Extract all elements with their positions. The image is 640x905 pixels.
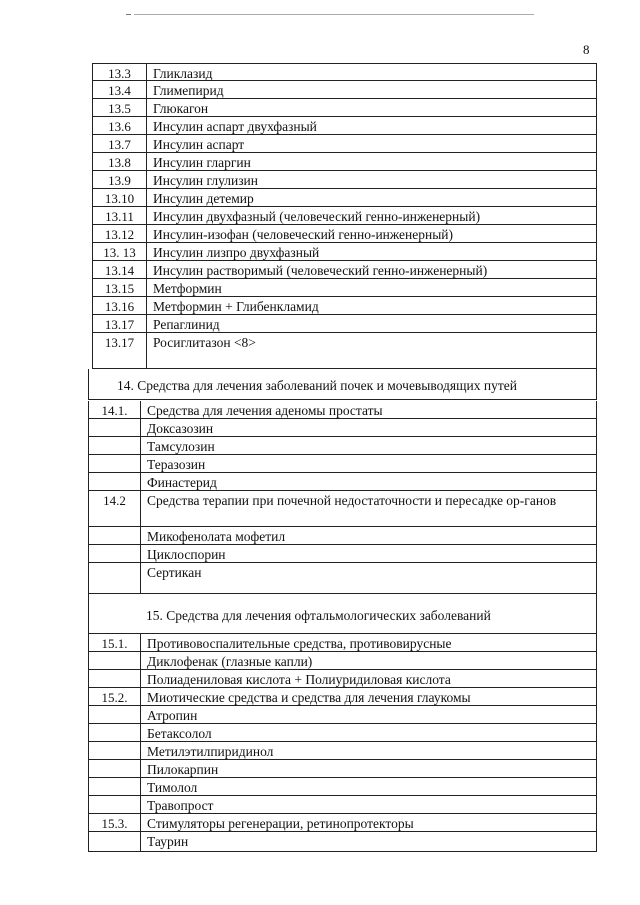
row-number bbox=[89, 796, 141, 813]
table-row bbox=[88, 545, 597, 563]
table-row bbox=[88, 437, 597, 455]
table-section-14 bbox=[88, 401, 597, 594]
table-row bbox=[88, 814, 597, 832]
table-row bbox=[92, 81, 597, 99]
table-row bbox=[88, 652, 597, 670]
table-row bbox=[92, 189, 597, 207]
row-number: 13.5 bbox=[93, 99, 147, 116]
row-drug-name: Противовоспалительные средства, противовирусные bbox=[147, 636, 452, 651]
row-drug-name: Инсулин лизпро двухфазный bbox=[153, 245, 320, 260]
row-number bbox=[89, 437, 141, 454]
table-row bbox=[88, 455, 597, 473]
row-number: 13.12 bbox=[93, 225, 147, 242]
row-drug-name: Диклофенак (глазные капли) bbox=[147, 654, 313, 669]
row-number: 13.14 bbox=[93, 261, 147, 278]
table-row bbox=[92, 243, 597, 261]
table-section-13 bbox=[92, 63, 597, 369]
row-drug-name: Циклоспорин bbox=[147, 547, 226, 562]
row-drug-name: Глюкагон bbox=[153, 101, 209, 116]
table-row bbox=[88, 742, 597, 760]
row-number bbox=[89, 652, 141, 669]
row-drug-name: Репаглинид bbox=[153, 317, 220, 332]
row-number: 13.4 bbox=[93, 81, 147, 98]
table-row bbox=[92, 225, 597, 243]
row-drug-name: Инсулин аспарт bbox=[153, 137, 245, 152]
table-row bbox=[88, 778, 597, 796]
row-drug-name: Теразозин bbox=[147, 457, 206, 472]
row-drug-name: Гликлазид bbox=[153, 66, 213, 81]
table-row bbox=[88, 670, 597, 688]
row-drug-name: Травопрост bbox=[147, 798, 214, 813]
table-row bbox=[88, 419, 597, 437]
table-row bbox=[92, 117, 597, 135]
row-number: 15.2. bbox=[89, 688, 141, 705]
row-number: 13.8 bbox=[93, 153, 147, 170]
row-number: 15.1. bbox=[89, 634, 141, 651]
row-number: 13. 13 bbox=[93, 243, 147, 260]
scan-mark bbox=[126, 14, 131, 15]
table-row bbox=[92, 207, 597, 225]
row-drug-name: Метформин bbox=[153, 281, 222, 296]
row-drug-name: Инсулин двухфазный (человеческий генно-инженерный) bbox=[153, 209, 481, 224]
row-number: 13.17 bbox=[93, 333, 147, 368]
section-15-title: 15. Средства для лечения офтальмологических заболеваний bbox=[146, 608, 491, 623]
row-drug-name: Метформин + Глибенкламид bbox=[153, 299, 319, 314]
table-section-15 bbox=[88, 634, 597, 852]
table-row bbox=[88, 473, 597, 491]
row-drug-name: Таурин bbox=[147, 834, 189, 849]
table-row bbox=[92, 261, 597, 279]
row-number bbox=[89, 706, 141, 723]
row-number bbox=[89, 545, 141, 562]
row-number: 14.1. bbox=[89, 401, 141, 418]
row-number bbox=[89, 473, 141, 490]
row-drug-name: Инсулин детемир bbox=[153, 191, 254, 206]
row-number bbox=[89, 455, 141, 472]
row-drug-name: Сертикан bbox=[147, 565, 202, 580]
row-number bbox=[89, 527, 141, 544]
table-row bbox=[88, 832, 597, 852]
table-row bbox=[92, 297, 597, 315]
row-drug-name: Стимуляторы регенерации, ретинопротекторы bbox=[147, 816, 414, 831]
row-drug-name: Миотические средства и средства для лечения глаукомы bbox=[147, 690, 471, 705]
row-drug-name: Инсулин глулизин bbox=[153, 173, 258, 188]
table-row bbox=[92, 171, 597, 189]
table-row bbox=[88, 688, 597, 706]
row-number: 13.11 bbox=[93, 207, 147, 224]
row-drug-name: Микофенолата мофетил bbox=[147, 529, 286, 544]
row-number: 15.3. bbox=[89, 814, 141, 831]
row-number: 13.17 bbox=[93, 315, 147, 332]
table-row bbox=[92, 63, 597, 81]
table-row bbox=[88, 760, 597, 778]
row-drug-name: Бетаксолол bbox=[147, 726, 212, 741]
row-number bbox=[89, 778, 141, 795]
scan-edge-line bbox=[134, 14, 534, 15]
table-row bbox=[88, 724, 597, 742]
row-drug-name: Доксазозин bbox=[147, 421, 214, 436]
table-row bbox=[92, 153, 597, 171]
table-row bbox=[88, 706, 597, 724]
row-drug-name: Средства терапии при почечной недостаточности и пересадке ор-ганов bbox=[147, 493, 557, 508]
section-15-header bbox=[88, 594, 597, 634]
row-drug-name: Атропин bbox=[147, 708, 198, 723]
row-drug-name: Метилэтилпиридинол bbox=[147, 744, 274, 759]
row-drug-name: Глимепирид bbox=[153, 83, 224, 98]
row-number: 13.7 bbox=[93, 135, 147, 152]
table-row bbox=[92, 333, 597, 369]
row-drug-name: Инсулин гларгин bbox=[153, 155, 251, 170]
row-number bbox=[89, 724, 141, 741]
row-number bbox=[89, 742, 141, 759]
row-number bbox=[89, 563, 141, 593]
table-row bbox=[92, 315, 597, 333]
row-drug-name: Тимолол bbox=[147, 780, 198, 795]
table-row bbox=[88, 563, 597, 594]
table-row bbox=[88, 491, 597, 527]
section-14-title: 14. Средства для лечения заболеваний почек и мочевыводящих путей bbox=[117, 378, 517, 393]
table-row bbox=[88, 527, 597, 545]
table-row bbox=[88, 401, 597, 419]
row-drug-name: Финастерид bbox=[147, 475, 217, 490]
row-drug-name: Инсулин растворимый (человеческий генно-инженерный) bbox=[153, 263, 488, 278]
table-row bbox=[92, 135, 597, 153]
row-number bbox=[89, 760, 141, 777]
row-drug-name: Росиглитазон <8> bbox=[153, 335, 256, 350]
row-drug-name: Инсулин аспарт двухфазный bbox=[153, 119, 317, 134]
row-number: 13.10 bbox=[93, 189, 147, 206]
row-number: 14.2 bbox=[89, 491, 141, 526]
row-number: 13.9 bbox=[93, 171, 147, 188]
row-drug-name: Средства для лечения аденомы простаты bbox=[147, 403, 383, 418]
row-drug-name: Пилокарпин bbox=[147, 762, 219, 777]
row-number bbox=[89, 670, 141, 687]
row-number: 13.6 bbox=[93, 117, 147, 134]
row-number: 13.16 bbox=[93, 297, 147, 314]
row-number bbox=[89, 832, 141, 851]
page-number: 8 bbox=[583, 42, 590, 57]
row-drug-name: Инсулин-изофан (человеческий генно-инженерный) bbox=[153, 227, 454, 242]
table-row bbox=[92, 279, 597, 297]
section-14-header bbox=[88, 369, 597, 400]
row-number bbox=[89, 419, 141, 436]
row-drug-name: Полиадениловая кислота + Полиуридиловая кислота bbox=[147, 672, 451, 687]
table-row bbox=[88, 634, 597, 652]
table-row bbox=[88, 796, 597, 814]
row-drug-name: Тамсулозин bbox=[147, 439, 215, 454]
row-number: 13.15 bbox=[93, 279, 147, 296]
table-row bbox=[92, 99, 597, 117]
row-number: 13.3 bbox=[93, 64, 147, 80]
